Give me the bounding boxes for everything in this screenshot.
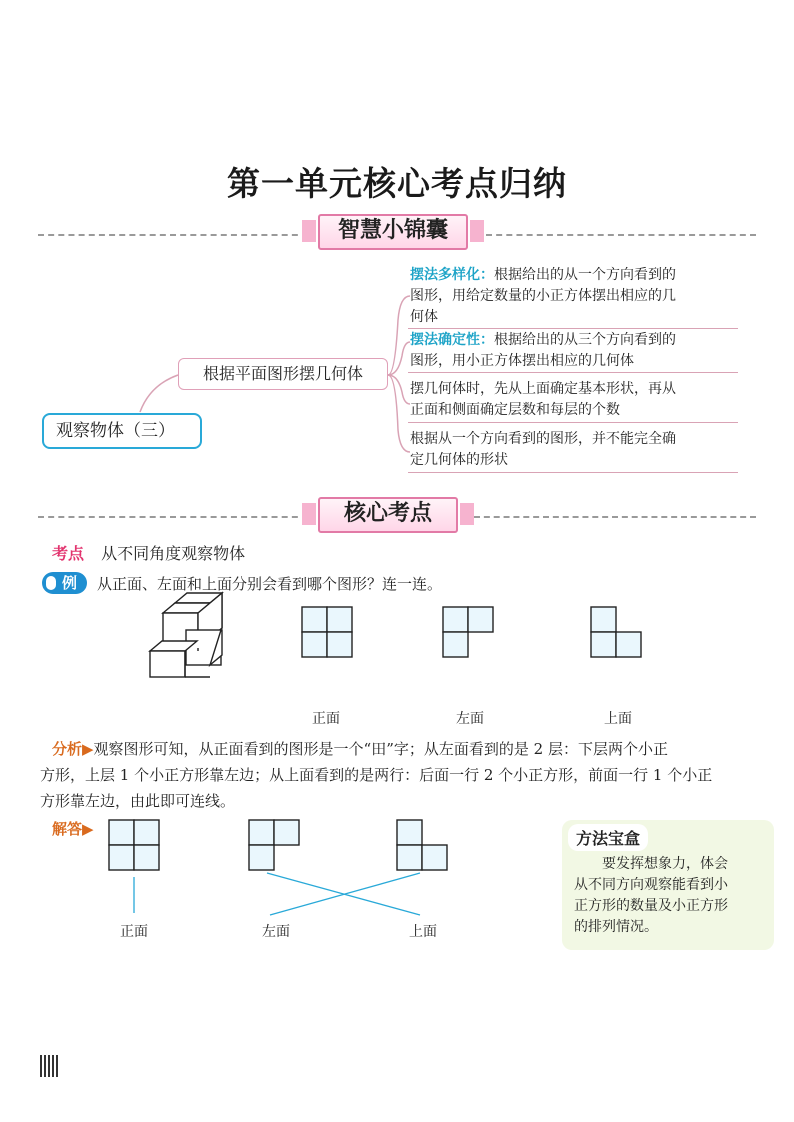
example-label-left: 左面 (456, 711, 484, 727)
leaf-4-line-2: 定几何体的形状 (410, 452, 508, 468)
leaf-3-line-1: 摆几何体时，先从上面确定基本形状，再从 (410, 381, 676, 397)
leaf-1-line-3: 何体 (410, 309, 438, 325)
qr-code-icon (40, 1055, 58, 1077)
method-box (562, 820, 774, 950)
method-line-4: 的排列情况。 (574, 919, 658, 935)
kaodian-text: 从不同角度观察物体 (101, 544, 246, 563)
example-label-front: 正面 (312, 711, 340, 727)
leaf-4-line-1: 根据从一个方向看到的图形，并不能完全确 (410, 431, 676, 447)
analysis-line-3: 方形靠左边，由此即可连线。 (40, 792, 236, 810)
leaf-1-line-2: 图形，用给定数量的小正方体摆出相应的几 (410, 288, 676, 304)
analysis-line-2: 方形，上层 1 个小正方形靠左边；从上面看到的是两行：后面一行 2 个小正方形，前面一行 1 个小正 (40, 766, 713, 784)
analysis-block (40, 736, 782, 814)
method-box-title: 方法宝盒 (568, 824, 648, 851)
left-view-grid (443, 607, 493, 657)
leaf-2-key: 摆法确定性： (410, 332, 494, 348)
leaf-2-line-2: 图形，用小正方体摆出相应的几何体 (410, 353, 634, 369)
mindmap-branch: 根据平面图形摆几何体 (178, 358, 388, 390)
top-view-grid (591, 607, 641, 657)
example-question: 从正面、左面和上面分别会看到哪个图形？连一连。 (97, 574, 443, 593)
answer-label-top: 上面 (409, 924, 437, 940)
page-title: 第一单元核心考点归纳 (227, 164, 567, 203)
answer-grid-2 (249, 820, 299, 870)
answer-label-front: 正面 (120, 924, 148, 940)
method-line-3: 正方形的数量及小正方形 (574, 898, 728, 914)
leaf-1-line-1: 根据给出的从一个方向看到的 (494, 267, 676, 283)
answer-label: 解答▶ (52, 820, 94, 838)
section-banner-core: 核心考点 (318, 497, 458, 533)
leaf-1-key: 摆法多样化： (410, 267, 494, 283)
answer-label-left: 左面 (262, 924, 290, 940)
analysis-label: 分析▶ (52, 740, 94, 758)
front-view-grid (302, 607, 352, 657)
mindmap-root: 观察物体（三） (42, 413, 202, 449)
method-line-2: 从不同方向观察能看到小 (574, 877, 728, 893)
section-banner-tips: 智慧小锦囊 (318, 214, 468, 250)
leaf-3-line-2: 正面和侧面确定层数和每层的个数 (410, 402, 620, 418)
answer-grid-1 (109, 820, 159, 870)
kaodian-label: 考点 (52, 544, 85, 563)
example-tag-text: 例 (62, 574, 78, 592)
method-line-1: 要发挥想象力，体会 (602, 856, 728, 872)
method-box-text (574, 854, 770, 938)
leaf-2-line-1: 根据给出的从三个方向看到的 (494, 332, 676, 348)
answer-connect-lines (134, 873, 420, 915)
answer-grid-3 (397, 820, 447, 870)
example-label-top: 上面 (604, 711, 632, 727)
cube-stack-figure (150, 593, 222, 677)
analysis-line-1: 观察图形可知，从正面看到的图形是一个“田”字；从左面看到的是 2 层：下层两个小正 (93, 740, 668, 758)
